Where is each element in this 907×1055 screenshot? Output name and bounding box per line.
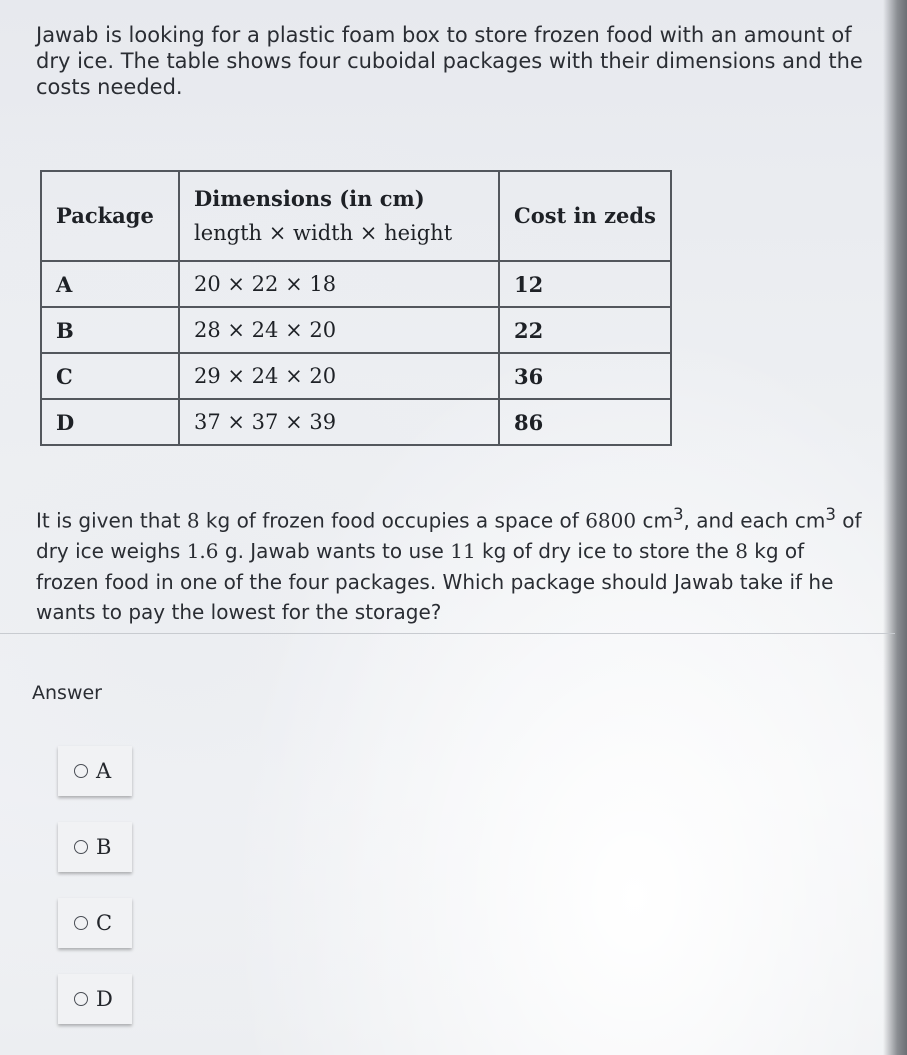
question-text-part: , and each cm — [683, 508, 826, 533]
food-volume-value: 6800 — [585, 508, 637, 533]
question-text-part: It is given that — [36, 508, 187, 533]
food-mass-value: 8 — [735, 539, 748, 564]
answer-option-a[interactable] — [58, 746, 132, 796]
question-text-part: kg of frozen food occupies a space of — [199, 508, 586, 533]
answer-option-b[interactable] — [58, 822, 132, 872]
radio-icon[interactable] — [74, 992, 88, 1006]
question-text-part: cm — [636, 508, 673, 533]
radio-icon[interactable] — [74, 764, 88, 778]
option-label: A — [96, 759, 112, 783]
question-text — [36, 500, 866, 628]
header-package: Package — [41, 171, 179, 261]
package-cell: B — [41, 307, 179, 353]
table-row — [41, 261, 671, 307]
dimensions-cell: 29 × 24 × 20 — [179, 353, 499, 399]
answer-label: Answer — [32, 682, 102, 704]
section-divider — [0, 633, 895, 634]
unit-exponent: 3 — [672, 505, 684, 524]
cost-cell: 22 — [499, 307, 671, 353]
food-mass-value: 8 — [186, 508, 200, 533]
cost-cell: 12 — [499, 261, 671, 307]
table-row — [41, 399, 671, 445]
dimensions-cell: 28 × 24 × 20 — [179, 307, 499, 353]
header-dimensions — [179, 171, 499, 261]
option-label: B — [96, 835, 112, 859]
header-dimensions-formula: length × width × height — [194, 221, 453, 245]
radio-icon[interactable] — [74, 916, 88, 930]
radio-icon[interactable] — [74, 840, 88, 854]
screen-edge-shadow — [883, 0, 907, 1055]
cost-cell: 36 — [499, 353, 671, 399]
question-intro: Jawab is looking for a plastic foam box to store frozen food with an amount of dry ice. The table shows four cuboidal packages with their dimensions and the costs needed. — [36, 23, 863, 99]
table-header-row — [41, 171, 671, 261]
answer-option-c[interactable] — [58, 898, 132, 948]
option-label: C — [96, 911, 113, 935]
question-text-part: of dry ice weighs — [36, 508, 862, 564]
answer-option-d[interactable] — [58, 974, 132, 1024]
dimensions-cell: 37 × 37 × 39 — [179, 399, 499, 445]
question-text-part: kg of dry ice to store the — [475, 539, 736, 564]
header-cost: Cost in zeds — [499, 171, 671, 261]
table-row — [41, 307, 671, 353]
dimensions-cell: 20 × 22 × 18 — [179, 261, 499, 307]
question-text-part: kg of frozen food in one of the four packages. Which package should Jawab take if he wants to pay the lowest for the storage? — [36, 539, 834, 625]
package-cell: D — [41, 399, 179, 445]
package-cell: A — [41, 261, 179, 307]
ice-weight-value: 1.6 — [186, 539, 219, 564]
option-label: D — [96, 987, 113, 1011]
question-text-part: g. Jawab wants to use — [218, 539, 451, 564]
package-cell: C — [41, 353, 179, 399]
table-row — [41, 353, 671, 399]
header-dimensions-title: Dimensions (in cm) — [194, 186, 425, 211]
cost-cell: 86 — [499, 399, 671, 445]
ice-mass-value: 11 — [450, 539, 476, 564]
unit-exponent: 3 — [825, 505, 836, 524]
packages-table — [40, 170, 672, 446]
